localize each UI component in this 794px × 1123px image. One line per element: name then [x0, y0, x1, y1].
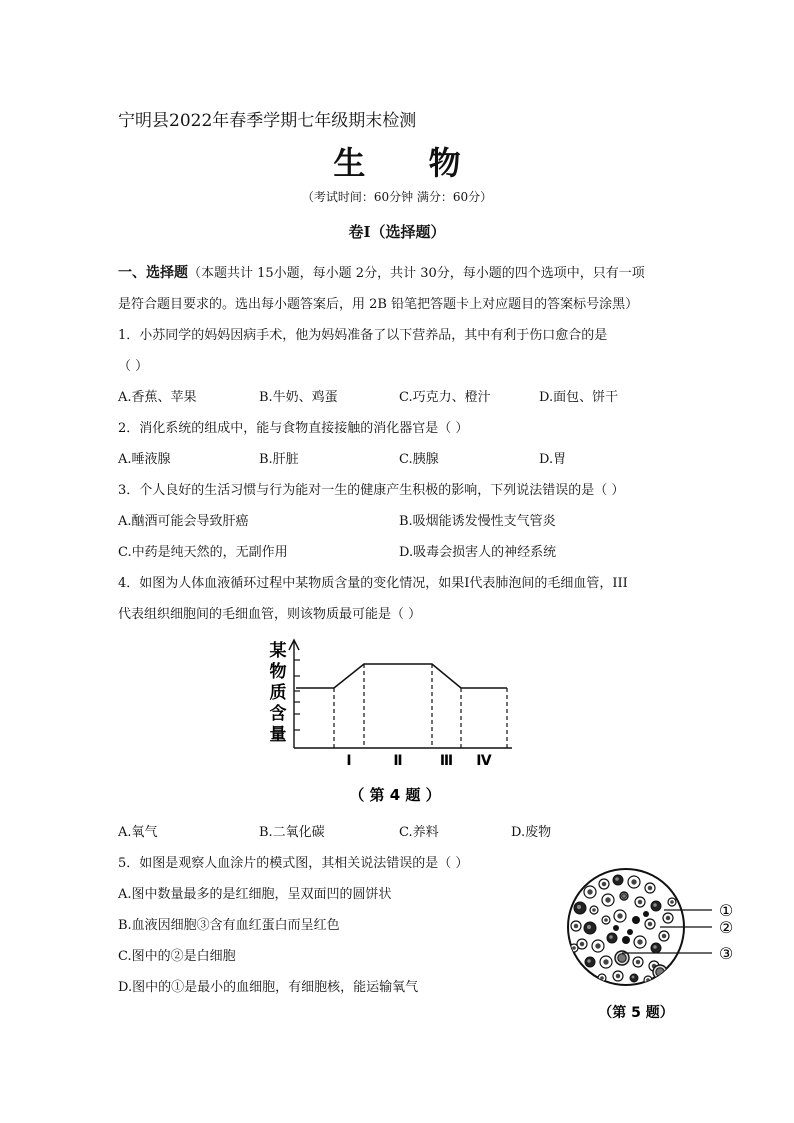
y-label-char: 质: [269, 683, 287, 703]
section-title: 卷Ⅰ（选择题）: [348, 223, 446, 241]
white-blood-cell-nucleus: [618, 954, 626, 962]
red-blood-cell-center: [592, 908, 596, 912]
red-blood-cell-center: [605, 897, 610, 902]
q5-option-b: B.血液因细胞③含有血红蛋白而呈红色: [118, 918, 340, 933]
q4-option-a: A.氧气: [118, 825, 158, 840]
q3-option-c: C.中药是纯天然的，无副作用: [118, 545, 288, 560]
platelet: [643, 911, 649, 917]
instructions-line-1: [118, 262, 645, 282]
y-label-char: 某: [269, 641, 287, 661]
q5-option-c: C.图中的②是白细胞: [118, 949, 236, 964]
white-blood-cell-nucleus: [622, 894, 627, 899]
red-blood-cell-center: [648, 886, 653, 891]
x-tick-label: Ⅳ: [476, 753, 492, 769]
y-label-char: 含: [269, 704, 287, 724]
red-blood-cell-center: [609, 935, 613, 939]
figure-5-blood-smear: [560, 862, 760, 1027]
q2-option-a: A.唾液腺: [118, 452, 171, 467]
red-blood-cell-center: [574, 924, 579, 929]
figure-5-caption: （第 5 题）: [598, 1005, 674, 1021]
red-blood-cell-center: [587, 889, 592, 894]
red-blood-cell-center: [636, 960, 641, 965]
q1-option-c: C.巧克力、橙汁: [399, 390, 491, 405]
subject-title: 生 物: [333, 144, 487, 182]
exam-info: （考试时间：60分钟 满分：60分）: [301, 190, 493, 204]
q4-stem-line-2: 代表组织细胞间的毛细血管，则该物质最可能是（ ）: [118, 607, 422, 622]
red-blood-cell-center: [632, 976, 635, 979]
y-label-char: 物: [269, 662, 287, 682]
red-blood-cell-center: [587, 925, 591, 929]
q1-option-d: D.面包、饼干: [539, 390, 619, 405]
q4-option-c: C.养料: [399, 825, 439, 840]
x-tick-labels: [346, 753, 492, 769]
q1-option-b: B.牛奶、鸡蛋: [259, 390, 338, 405]
q4-option-b: B.二氧化碳: [259, 825, 325, 840]
red-blood-cell-center: [603, 959, 608, 964]
red-blood-cell-center: [666, 916, 671, 921]
q1-stem-line-1: 1．小苏同学的妈妈因病手术，他为妈妈准备了以下营养品，其中有利于伤口愈合的是: [118, 328, 608, 343]
red-blood-cell-center: [595, 943, 600, 948]
red-blood-cell-center: [638, 900, 643, 905]
q3-option-b: B.吸烟能诱发慢性支气管炎: [399, 514, 556, 529]
q3-option-a: A.酗酒可能会导致肝癌: [118, 514, 249, 529]
instructions-lead: 一、选择题: [118, 265, 188, 281]
platelet: [613, 925, 619, 931]
red-blood-cell-center: [653, 903, 657, 907]
y-ticks: [294, 660, 300, 730]
red-blood-cell-center: [572, 946, 576, 950]
figure-4-chart: [250, 630, 540, 815]
q4-stem-line-1: 4．如图为人体血液循环过程中某物质含量的变化情况，如果Ⅰ代表肺泡间的毛细血管，III: [118, 576, 628, 591]
figure-4-caption: （ 第 4 题 ）: [349, 786, 441, 804]
y-label-char: 量: [269, 725, 287, 745]
series-line: [296, 664, 507, 688]
y-axis-label: [270, 641, 287, 745]
q4-option-d: D.废物: [511, 825, 552, 840]
q2-stem: 2．消化系统的组成中，能与食物直接接触的消化器官是（ ）: [118, 421, 469, 436]
red-blood-cell-center: [602, 882, 607, 887]
q5-option-d: D.图中的①是最小的血细胞，有细胞核，能运输氧气: [118, 980, 419, 995]
q2-option-c: C.胰腺: [399, 452, 439, 467]
q3-option-d: D.吸毒会损害人的神经系统: [399, 545, 557, 560]
red-blood-cell-center: [577, 905, 581, 909]
red-blood-cell-center: [616, 974, 621, 979]
red-blood-cell-center: [670, 900, 674, 904]
q1-option-a: A.香蕉、苹果: [118, 390, 197, 405]
red-blood-cell-center: [653, 945, 657, 949]
marker-1: ①: [718, 901, 734, 920]
q2-option-b: B.肝脏: [259, 452, 299, 467]
red-blood-cell: [630, 974, 638, 982]
red-blood-cell-center: [631, 879, 636, 884]
platelet: [627, 929, 633, 935]
red-blood-cell-center: [637, 939, 642, 944]
q5-stem: 5．如图是观察人血涂片的模式图，其相关说法错误的是（ ）: [118, 856, 469, 871]
platelet: [622, 936, 630, 944]
q3-stem: 3．个人良好的生活习惯与行为能对一生的健康产生积极的影响，下列说法错误的是（ ）: [118, 483, 625, 498]
segment-dividers: [334, 664, 507, 748]
red-blood-cell-center: [580, 942, 585, 947]
x-tick-label: Ⅲ: [439, 753, 454, 769]
x-tick-label: Ⅱ: [393, 753, 403, 769]
red-blood-cell-center: [662, 934, 667, 939]
exam-header: 宁明县2022年春季学期七年级期末检测: [118, 111, 417, 131]
q2-option-d: D.胃: [539, 452, 567, 467]
red-blood-cell-center: [617, 913, 622, 918]
q1-stem-line-2: （ ）: [118, 359, 149, 374]
red-blood-cell-center: [648, 922, 653, 927]
red-blood-cell-center: [587, 959, 591, 963]
instructions-line-2: 是符合题目要求的。选出每小题答案后，用 2B 铅笔把答题卡上对应题目的答案标号涂黑）: [118, 297, 639, 312]
platelet: [632, 916, 640, 924]
marker-2: ②: [718, 918, 734, 937]
q5-option-a: A.图中数量最多的是红细胞，呈双面凹的圆饼状: [118, 887, 392, 902]
instructions-text-1: （本题共计 15小题，每小题 2分，共计 30分，每小题的四个选项中，只有一项: [188, 266, 645, 281]
x-tick-label: Ⅰ: [346, 753, 352, 769]
red-blood-cell-center: [615, 877, 619, 881]
red-blood-cell-center: [604, 918, 608, 922]
marker-3: ③: [718, 944, 734, 963]
